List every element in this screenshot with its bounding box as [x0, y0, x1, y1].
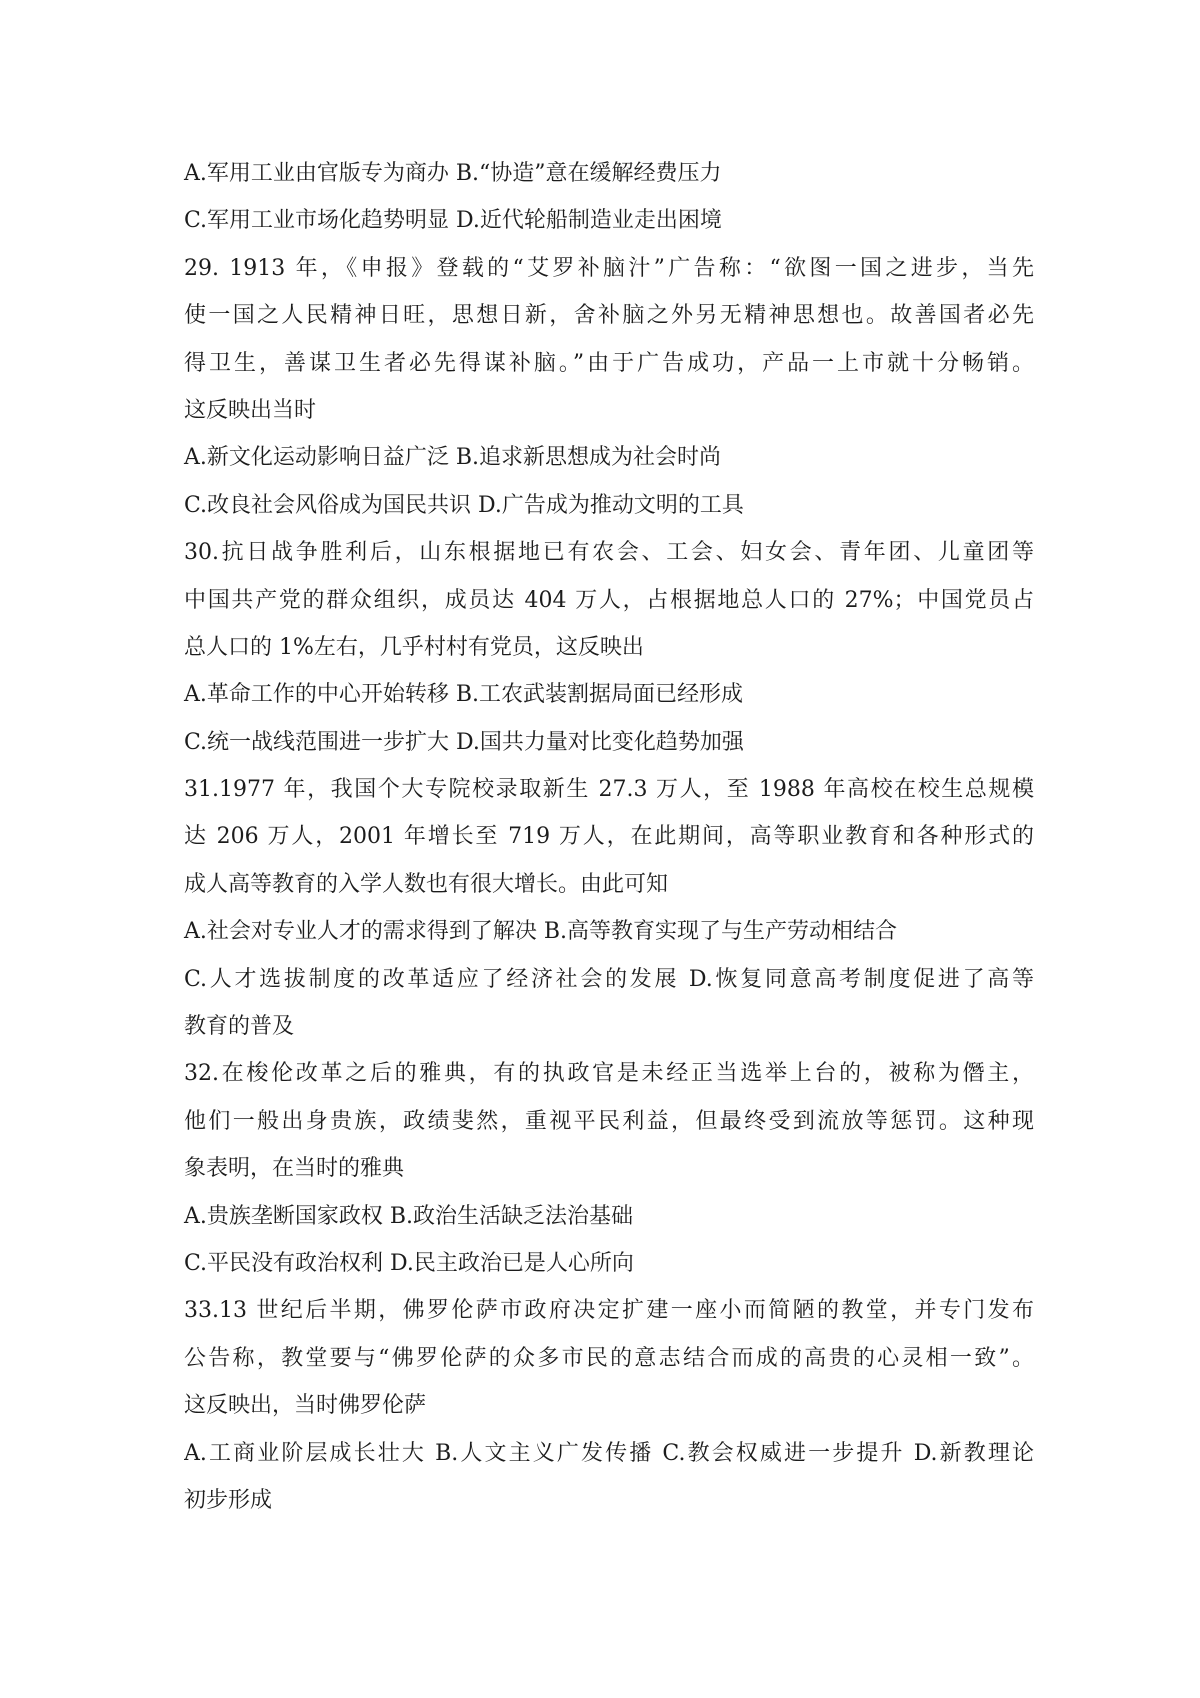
question-31-stem-line-2: 达 206 万人，2001 年增长至 719 万人，在此期间，高等职业教育和各种形式的: [184, 824, 1034, 850]
option-line-30-cd: C.统一战线范围进一步扩大 D.国共力量对比变化趋势加强: [184, 729, 744, 755]
option-line-29-ab: A.新文化运动影响日益广泛 B.追求新思想成为社会时尚: [184, 445, 722, 471]
question-33-stem-line-2: 公告称，教堂要与“佛罗伦萨的众多市民的意志结合而成的高贵的心灵相一致”。: [184, 1345, 1034, 1371]
question-33-stem-line-3: 这反映出，当时佛罗伦萨: [184, 1393, 427, 1419]
option-line-33-cont: 初步形成: [184, 1487, 273, 1513]
question-32-stem-line-3: 象表明，在当时的雅典: [184, 1156, 405, 1182]
option-line-30-ab: A.革命工作的中心开始转移 B.工农武装割据局面已经形成: [184, 682, 744, 708]
question-29-stem-line-4: 这反映出当时: [184, 397, 317, 423]
option-line-32-ab: A.贵族垄断国家政权 B.政治生活缺乏法治基础: [184, 1203, 634, 1229]
question-29-stem-line-1: 29. 1913 年，《申报》登载的“艾罗补脑汁”广告称：“欲图一国之进步，当先: [184, 255, 1034, 281]
question-31-stem-line-1: 31.1977 年，我国个大专院校录取新生 27.3 万人，至 1988 年高校在校生总规模: [184, 777, 1034, 803]
question-30-stem-line-1: 30.抗日战争胜利后，山东根据地已有农会、工会、妇女会、青年团、儿童团等: [184, 540, 1034, 566]
question-32-stem-line-2: 他们一般出身贵族，政绩斐然，重视平民利益，但最终受到流放等惩罚。这种现: [184, 1108, 1034, 1134]
option-line-32-cd: C.平民没有政治权利 D.民主政治已是人心所向: [184, 1250, 634, 1276]
question-29-stem-line-2: 使一国之人民精神日旺，思想日新，舍补脑之外另无精神思想也。故善国者必先: [184, 303, 1034, 329]
option-line-29-cd: C.改良社会风俗成为国民共识 D.广告成为推动文明的工具: [184, 492, 744, 518]
question-32-stem-line-1: 32.在梭伦改革之后的雅典，有的执政官是未经正当选举上台的，被称为僭主，: [184, 1061, 1034, 1087]
question-31-stem-line-3: 成人高等教育的入学人数也有很大增长。由此可知: [184, 871, 669, 897]
question-33-stem-line-1: 33.13 世纪后半期，佛罗伦萨市政府决定扩建一座小而简陋的教堂，并专门发布: [184, 1298, 1034, 1324]
option-line-28-ab: A.军用工业由官版专为商办 B.“协造”意在缓解经费压力: [184, 161, 722, 186]
question-30-stem-line-2: 中国共产党的群众组织，成员达 404 万人，占根据地总人口的 27%；中国党员占: [184, 587, 1034, 613]
option-line-28-cd: C.军用工业市场化趋势明显 D.近代轮船制造业走出困境: [184, 208, 722, 234]
option-line-31-cd: C.人才选拔制度的改革适应了经济社会的发展 D.恢复同意高考制度促进了高等: [184, 966, 1034, 992]
question-30-stem-line-3: 总人口的 1%左右，几乎村村有党员，这反映出: [184, 634, 644, 660]
option-line-31-cd-cont: 教育的普及: [184, 1014, 295, 1040]
option-line-31-ab: A.社会对专业人才的需求得到了解决 B.高等教育实现了与生产劳动相结合: [184, 919, 898, 945]
document-body: [184, 150, 1034, 1524]
option-line-33-abcd: A.工商业阶层成长壮大 B.人文主义广发传播 C.教会权威进一步提升 D.新教理论: [184, 1440, 1034, 1466]
question-29-stem-line-3: 得卫生，善谋卫生者必先得谋补脑。”由于广告成功，产品一上市就十分畅销。: [184, 350, 1034, 376]
